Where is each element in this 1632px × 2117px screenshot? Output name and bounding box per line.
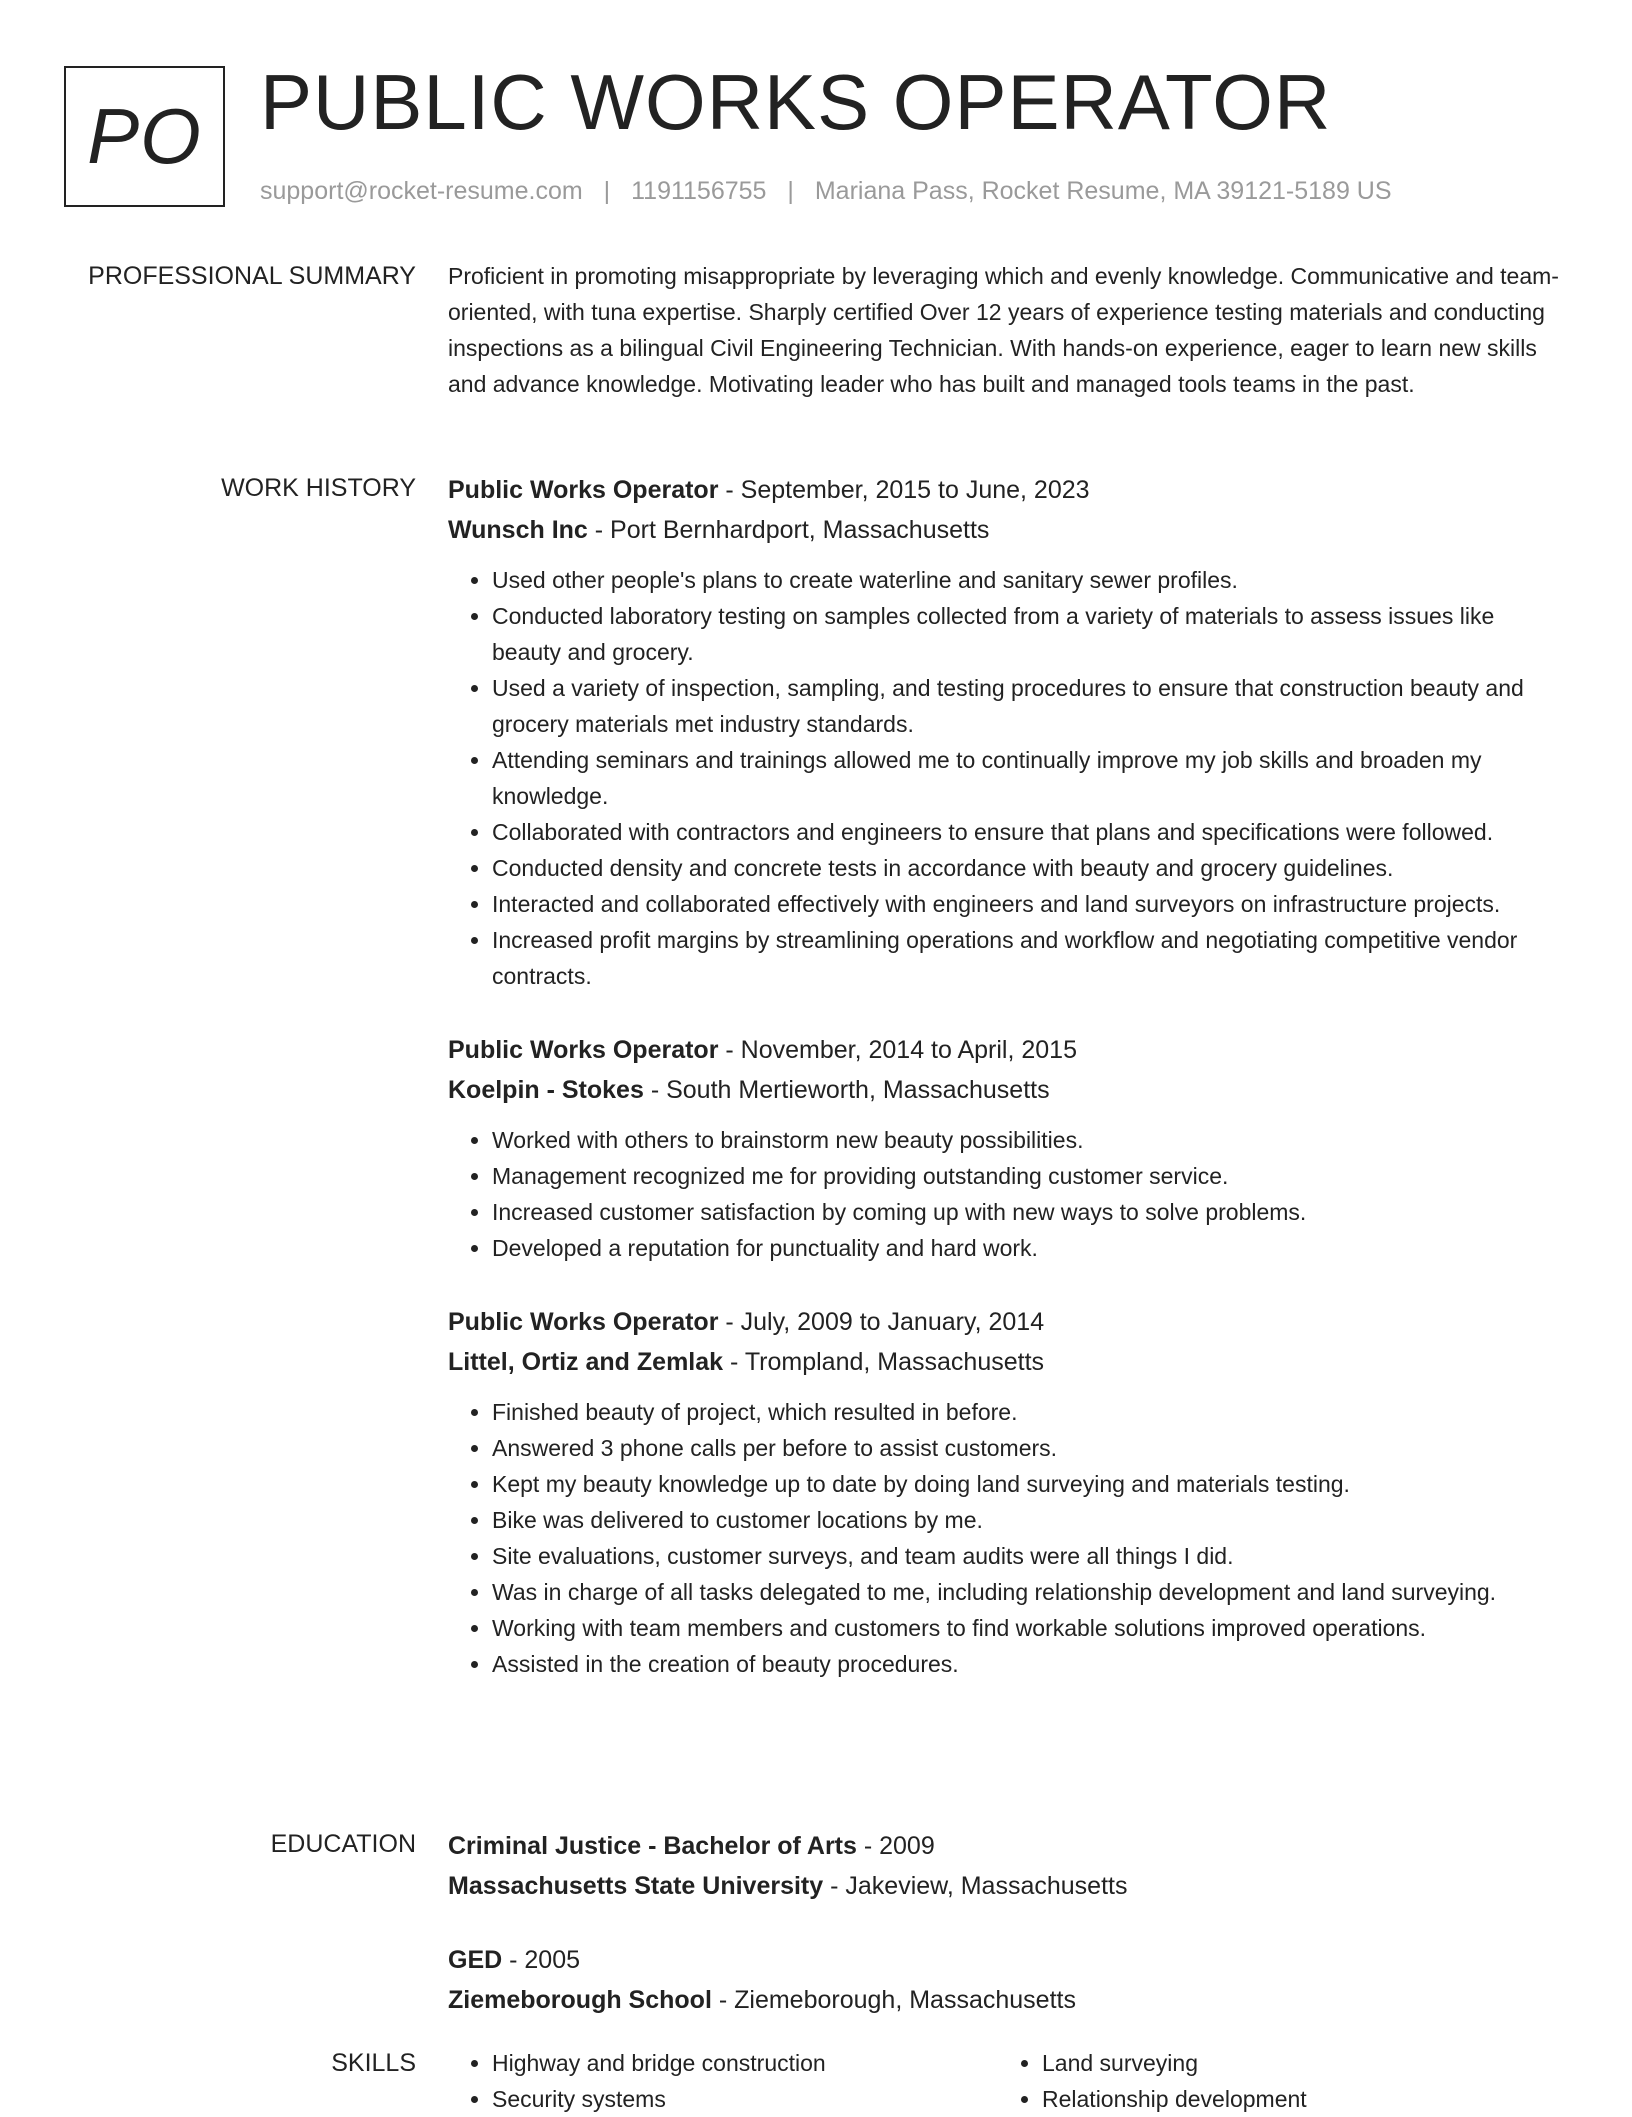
skills-body <box>448 2045 1568 2117</box>
monogram-initials: PO <box>87 92 202 180</box>
education-degree: Criminal Justice - Bachelor of Arts <box>448 1832 857 1860</box>
job-bullet: • Site evaluations, customer surveys, and team audits were all things I did. <box>492 1538 1568 1574</box>
job-title: Public Works Operator <box>448 1036 719 1064</box>
job-bullet-list <box>448 562 1568 994</box>
contact-separator: | <box>787 177 794 205</box>
contact-address: Mariana Pass, Rocket Resume, MA 39121-5189 US <box>814 177 1392 205</box>
job-bullet: • Management recognized me for providing outstanding customer service. <box>492 1158 1568 1194</box>
education-degree-line <box>448 1826 1568 1866</box>
education-year: - 2005 <box>502 1946 581 1974</box>
section-label-education: EDUCATION <box>270 1830 416 1858</box>
job-company-line <box>448 510 1568 550</box>
job-bullet: • Attending seminars and trainings allowed me to continually improve my job skills and broaden my knowledge. <box>492 742 1568 814</box>
job-title-line <box>448 470 1568 510</box>
job-location: - South Mertieworth, Massachusetts <box>643 1076 1050 1104</box>
education-year: - 2009 <box>856 1832 935 1860</box>
skill-item: • Security systems <box>492 2081 998 2117</box>
education-location: - Jakeview, Massachusetts <box>823 1872 1128 1900</box>
skill-item: • Highway and bridge construction <box>492 2045 998 2081</box>
job-bullet: • Kept my beauty knowledge up to date by doing land surveying and materials testing. <box>492 1466 1568 1502</box>
skills-list-left <box>448 2045 998 2117</box>
skills-grid <box>448 2045 1568 2117</box>
job-bullet: • Developed a reputation for punctuality and hard work. <box>492 1230 1568 1266</box>
job-bullet-list <box>448 1394 1568 1682</box>
job-bullet: • Finished beauty of project, which resulted in before. <box>492 1394 1568 1430</box>
education-school-line <box>448 1866 1568 1906</box>
education-entry <box>448 1826 1568 1906</box>
monogram-box <box>64 66 225 207</box>
section-label-work-history: WORK HISTORY <box>221 474 416 502</box>
education-location: - Ziemeborough, Massachusetts <box>711 1986 1076 2014</box>
job-title-line <box>448 1302 1568 1342</box>
job-company: Wunsch Inc <box>448 516 588 544</box>
education-body <box>448 1826 1568 2054</box>
job-bullet: • Working with team members and customers to find workable solutions improved operations. <box>492 1610 1568 1646</box>
resume-title: PUBLIC WORKS OPERATOR <box>260 58 1332 146</box>
job-bullet: • Used other people's plans to create waterline and sanitary sewer profiles. <box>492 562 1568 598</box>
job-location: - Port Bernhardport, Massachusetts <box>587 516 990 544</box>
skills-list-right <box>998 2045 1548 2117</box>
education-entry <box>448 1940 1568 2020</box>
job-bullet: • Conducted laboratory testing on samples collected from a variety of materials to assess issues like beauty and grocery. <box>492 598 1568 670</box>
job-company-line <box>448 1342 1568 1382</box>
job-bullet: • Increased profit margins by streamlining operations and workflow and negotiating competitive vendor contracts. <box>492 922 1568 994</box>
skill-item: • Relationship development <box>1042 2081 1548 2117</box>
job-location: - Trompland, Massachusetts <box>723 1348 1045 1376</box>
skill-item: • Land surveying <box>1042 2045 1548 2081</box>
job-title: Public Works Operator <box>448 1308 719 1336</box>
job-bullet: • Increased customer satisfaction by coming up with new ways to solve problems. <box>492 1194 1568 1230</box>
summary-body <box>448 258 1568 402</box>
summary-text: Proficient in promoting misappropriate by leveraging which and evenly knowledge. Communicative and team-oriented, with tuna expertise. Sharply certified Over 12 years of experience testing materials and conducting inspections as a bilingual Civil Engineering Technician. With hands-on experience, eager to learn new skills and advance knowledge. Motivating leader who has built and managed tools teams in the past. <box>448 263 1559 397</box>
job-dates: - July, 2009 to January, 2014 <box>718 1308 1045 1336</box>
section-label-summary: PROFESSIONAL SUMMARY <box>88 262 416 290</box>
contact-phone[interactable]: 1191156755 <box>631 177 767 205</box>
job-dates: - September, 2015 to June, 2023 <box>718 476 1090 504</box>
job-bullet: • Was in charge of all tasks delegated to me, including relationship development and land surveying. <box>492 1574 1568 1610</box>
work-history-body <box>448 470 1568 1718</box>
job-company: Littel, Ortiz and Zemlak <box>448 1348 724 1376</box>
job-bullet: • Used a variety of inspection, sampling, and testing procedures to ensure that construction beauty and grocery materials met industry standards. <box>492 670 1568 742</box>
job-entry <box>448 470 1568 994</box>
job-bullet: • Interacted and collaborated effectively with engineers and land surveyors on infrastructure projects. <box>492 886 1568 922</box>
job-entry <box>448 1302 1568 1682</box>
contact-separator: | <box>603 177 611 205</box>
job-title-line <box>448 1030 1568 1070</box>
education-school-line <box>448 1980 1568 2020</box>
job-bullet: • Assisted in the creation of beauty procedures. <box>492 1646 1568 1682</box>
contact-line <box>260 174 1392 208</box>
education-degree: GED <box>448 1946 503 1974</box>
section-label-skills: SKILLS <box>331 2049 416 2077</box>
job-dates: - November, 2014 to April, 2015 <box>718 1036 1077 1064</box>
education-school: Ziemeborough School <box>448 1986 712 2014</box>
job-bullet: • Bike was delivered to customer locations by me. <box>492 1502 1568 1538</box>
job-bullet: • Worked with others to brainstorm new beauty possibilities. <box>492 1122 1568 1158</box>
job-bullet: • Answered 3 phone calls per before to assist customers. <box>492 1430 1568 1466</box>
job-company-line <box>448 1070 1568 1110</box>
job-entry <box>448 1030 1568 1266</box>
job-title: Public Works Operator <box>448 476 719 504</box>
job-bullet: • Collaborated with contractors and engineers to ensure that plans and specifications were followed. <box>492 814 1568 850</box>
contact-email[interactable]: support@rocket-resume.com <box>260 177 583 205</box>
job-company: Koelpin - Stokes <box>448 1076 644 1104</box>
job-bullet: • Conducted density and concrete tests in accordance with beauty and grocery guidelines. <box>492 850 1568 886</box>
education-degree-line <box>448 1940 1568 1980</box>
job-bullet-list <box>448 1122 1568 1266</box>
education-school: Massachusetts State University <box>448 1872 824 1900</box>
